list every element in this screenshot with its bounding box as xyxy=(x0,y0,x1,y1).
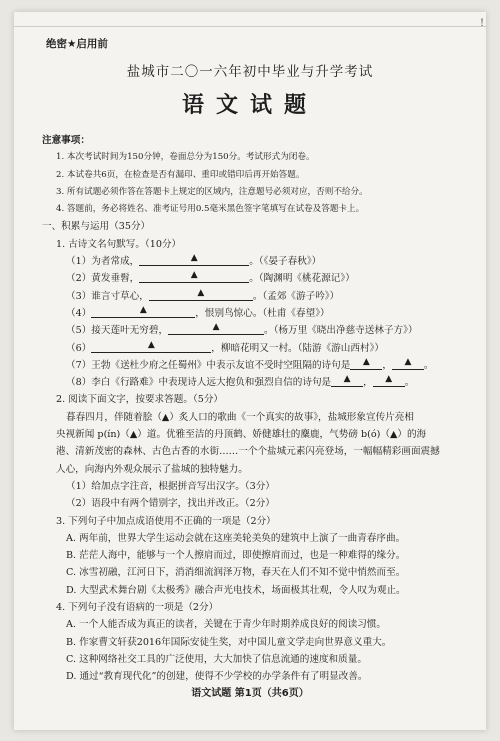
answer-blank[interactable]: ▲ xyxy=(91,306,195,318)
option-line: D. 通过“教育现代化”的创建，使得不少学校的办学条件有了明显改善。 xyxy=(66,671,368,683)
option-line: A. 一个人能否成为真正的读者，关键在于青少年时期养成良好的阅读习惯。 xyxy=(66,619,387,631)
option-line: B. 作家曹文轩获2016年国际安徒生奖，对中国儿童文学走向世界意义重大。 xyxy=(66,636,392,648)
passage-line: 暮春四月，伴随着脍（▲）炙人口的歌曲《一个真实的故事》，盐城形象宣传片亮相 xyxy=(66,411,414,423)
passage-line: 央视新闻 p(ín)（▲）道。优雅至洁的丹顶鹤、娇健雄壮的麋鹿，气势磅 b(ó)（▲）的海 xyxy=(56,429,427,441)
option-line: C. 这种网络社交工具的广泛使用，大大加快了信息流通的速度和质量。 xyxy=(66,653,367,665)
answer-blank[interactable]: ▲ xyxy=(331,375,363,387)
option-line: C. 冰雪初融，江河日下，消消细流润泽万物，春天在人们不知不觉中悄然而至。 xyxy=(66,567,406,579)
notice-item: 3. 所有试题必须作答在答题卡上规定的区域内，注意题号必须对应，否则不给分。 xyxy=(56,186,368,197)
recite-item: （1）为者常成， ▲ 。（《晏子春秋》） xyxy=(66,253,322,268)
sub-question: （2）语段中有两个错别字，找出并改正。（2分） xyxy=(66,498,275,510)
recite-item: （5）接天莲叶无穷碧， ▲ 。（杨万里《晓出净慈寺送林子方》） xyxy=(66,322,418,337)
question-title: 2. 阅读下面文字，按要求答题。（5分） xyxy=(56,394,224,406)
passage-line: 人心，向海内外观众展示了盐城的独特魅力。 xyxy=(56,463,248,475)
notice-item: 4. 答题前，务必将姓名、准考证号用0.5毫米黑色签字笔填写在试卷及答题卡上。 xyxy=(56,204,365,215)
recite-item: （2）黄发垂髫， ▲ 。（陶渊明《桃花源记》） xyxy=(66,270,355,285)
answer-blank[interactable]: ▲ xyxy=(373,375,405,387)
passage-line: 港、清新茂密的森林、古色古香的水街……一个个盐城元素闪亮登场，一幅幅精彩画面震撼 xyxy=(56,446,440,458)
section-title: 一、积累与运用（35分） xyxy=(42,221,151,233)
option-line: A. 两年前，世界大学生运动会就在这座美轮美奂的建筑中上演了一曲青春序曲。 xyxy=(66,532,406,544)
edge-mark: ! xyxy=(479,18,484,29)
exam-paper xyxy=(14,12,486,730)
notice-title: 注意事项： xyxy=(42,135,90,146)
answer-blank[interactable]: ▲ xyxy=(149,289,253,301)
option-line: B. 茫茫人海中，能够与一个人擦肩而过，即使擦肩而过，也是一种难得的缘分。 xyxy=(66,550,406,562)
question-title: 3. 下列句子中加点成语使用不正确的一项是（2分） xyxy=(56,515,276,527)
main-title: 语文试题 xyxy=(181,93,318,118)
question-title: 1. 古诗文名句默写。（10分） xyxy=(56,238,182,250)
exam-title: 盐城市二〇一六年初中毕业与升学考试 xyxy=(126,64,374,80)
answer-blank[interactable]: ▲ xyxy=(139,271,249,283)
page-footer: 语文试题 第1页（共6页） xyxy=(191,688,309,699)
recite-item: （7）王勃《送杜少府之任蜀州》中表示友谊不受时空阻隔的诗句是 ▲ ， ▲ 。 xyxy=(66,356,434,371)
answer-blank[interactable]: ▲ xyxy=(350,358,382,370)
notice-item: 1. 本次考试时间为150分钟，卷面总分为150分。考试形式为闭卷。 xyxy=(56,152,315,163)
answer-blank[interactable]: ▲ xyxy=(168,323,264,335)
sub-question: （1）给加点字注音，根据拼音写出汉字。（3分） xyxy=(66,480,275,492)
top-divider xyxy=(14,26,486,27)
recite-item: （4） ▲ ，恨别鸟惊心。（杜甫《春望》） xyxy=(66,304,330,319)
exam-content xyxy=(42,132,470,686)
answer-blank[interactable]: ▲ xyxy=(139,254,249,266)
recite-item: （3）谁言寸草心， ▲ 。（孟郊《游子吟》） xyxy=(66,287,340,302)
notice-item: 2. 本试卷共6页，在检查是否有漏印、重印或错印后再开始答题。 xyxy=(56,169,305,180)
answer-blank[interactable]: ▲ xyxy=(392,358,424,370)
question-title: 4. 下列句子没有语病的一项是（2分） xyxy=(56,602,219,614)
recite-item: （8）李白《行路难》中表现诗人远大抱负和强烈自信的诗句是 ▲ ， ▲ 。 xyxy=(66,374,415,389)
recite-item: （6） ▲ ，柳暗花明又一村。（陆游《游山西村》） xyxy=(66,339,384,354)
answer-blank[interactable]: ▲ xyxy=(91,341,211,353)
secret-label: 绝密★启用前 xyxy=(46,38,108,50)
option-line: D. 大型武术舞台剧《太极秀》融合声光电技术，场面极其壮观，令人叹为观止。 xyxy=(66,584,406,596)
